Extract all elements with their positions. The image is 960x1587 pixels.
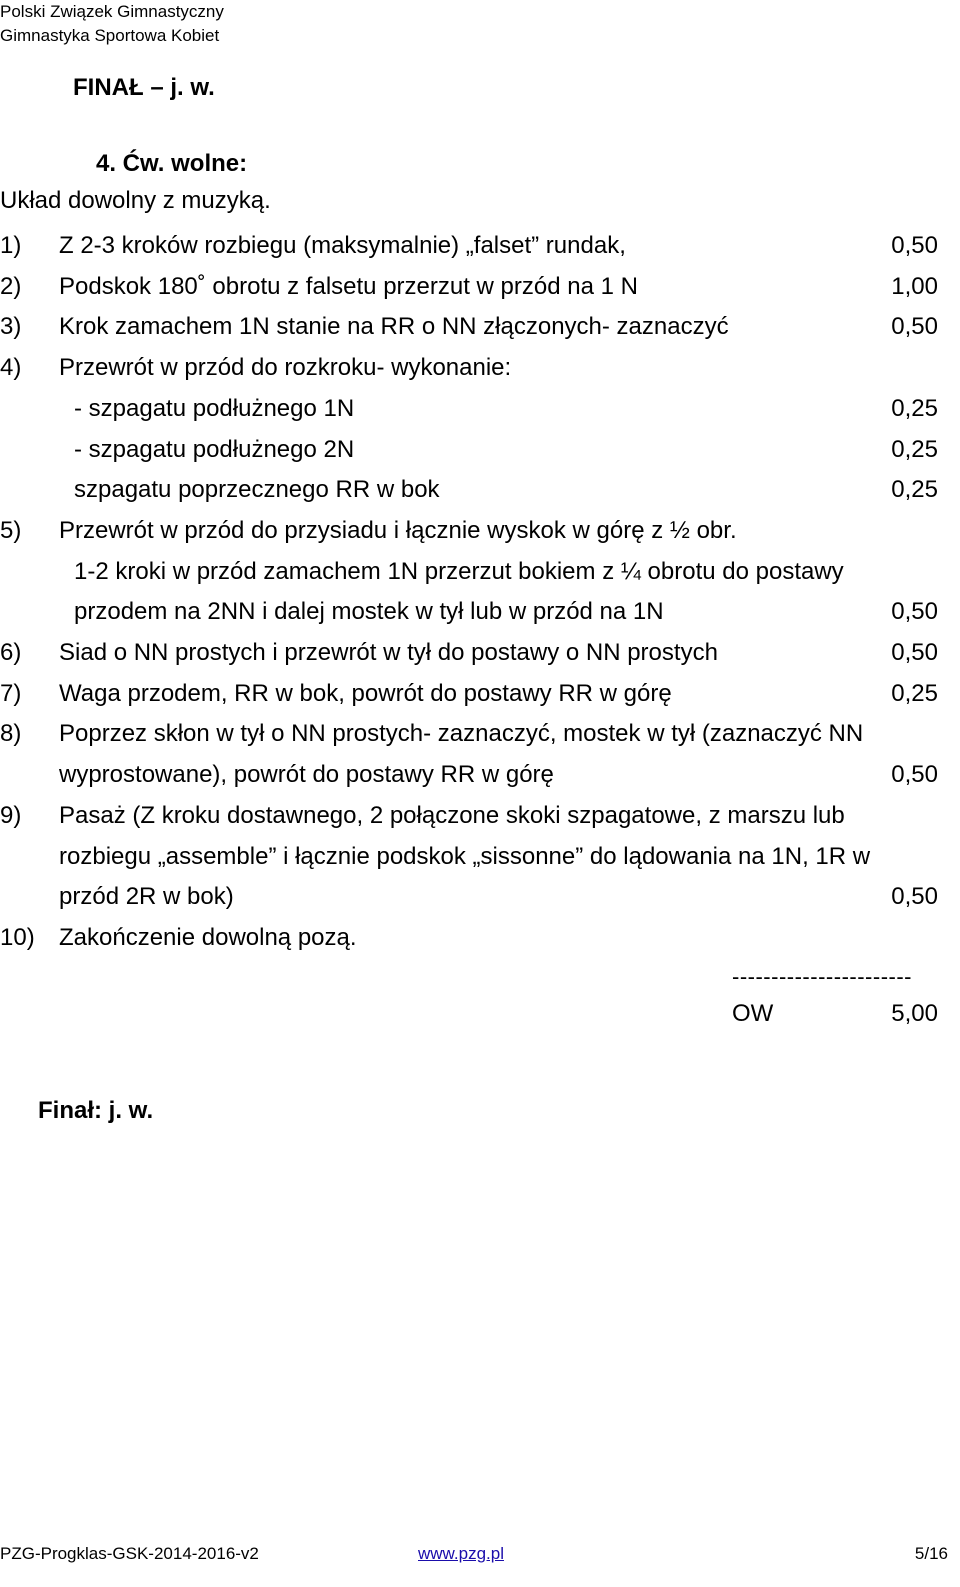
item-text: Waga przodem, RR w bok, powrót do postawy RR w górę (59, 679, 672, 707)
item-points: 0,50 (891, 883, 938, 911)
list-item (0, 511, 938, 551)
list-item (0, 714, 938, 754)
item-text: - szpagatu podłużnego 1N (74, 394, 355, 422)
item-text: przodem na 2NN i dalej mostek w tył lub w przód na 1N (74, 598, 664, 626)
page-title: FINAŁ – j. w. (73, 74, 215, 101)
item-text: Poprzez skłon w tył o NN prostych- zaznaczyć, mostek w tył (zaznaczyć NN (59, 720, 864, 748)
item-number: 4) (0, 354, 22, 382)
item-number: 2) (0, 272, 22, 300)
item-points: 0,50 (891, 313, 938, 341)
item-text: szpagatu poprzecznego RR w bok (74, 476, 440, 504)
item-number: 7) (0, 679, 22, 707)
item-number: 9) (0, 801, 22, 829)
item-points: 1,00 (891, 272, 938, 300)
list-item (0, 552, 938, 592)
list-item (0, 348, 938, 388)
item-points: 0,50 (891, 232, 938, 259)
item-text: Przewrót w przód do rozkroku- wykonanie: (59, 354, 512, 382)
item-text: 1-2 kroki w przód zamachem 1N przerzut bokiem z ¼ obrotu do postawy (74, 557, 844, 585)
header-discipline: Gimnastyka Sportowa Kobiet (0, 26, 220, 45)
item-text: Podskok 180˚ obrotu z falsetu przerzut w przód na 1 N (59, 272, 638, 300)
item-points: 0,25 (891, 476, 938, 504)
item-text: Z 2-3 kroków rozbiegu (maksymalnie) „falset” rundak, (59, 232, 626, 259)
list-item (0, 389, 938, 429)
item-points: 0,50 (891, 639, 938, 666)
list-item (0, 918, 938, 958)
item-text: Siad o NN prostych i przewrót w tył do postawy o NN prostych (59, 639, 718, 666)
total-label: OW (732, 1000, 774, 1027)
list-item (0, 226, 938, 266)
list-item (0, 430, 938, 470)
list-item (0, 633, 938, 673)
section-intro: Układ dowolny z muzyką. (0, 187, 271, 214)
item-text: wyprostowane), powrót do postawy RR w górę (59, 761, 554, 789)
item-number: 6) (0, 639, 22, 666)
item-points: 0,50 (891, 598, 938, 626)
final-note: Finał: j. w. (38, 1097, 154, 1124)
item-points: 0,25 (891, 394, 938, 422)
footer-link[interactable]: www.pzg.pl (418, 1544, 504, 1563)
item-text: Przewrót w przód do przysiadu i łącznie wyskok w górę z ½ obr. (59, 516, 737, 544)
section-heading: 4. Ćw. wolne: (96, 150, 248, 177)
item-text: rozbiegu „assemble” i łącznie podskok „sissonne” do lądowania na 1N, 1R w (59, 842, 871, 870)
list-item (0, 837, 938, 877)
item-text: przód 2R w bok) (59, 883, 234, 911)
item-text: Pasaż (Z kroku dostawnego, 2 połączone skoki szpagatowe, z marszu lub (59, 801, 845, 829)
item-number: 10) (0, 923, 35, 951)
footer-doc-id: PZG-Progklas-GSK-2014-2016-v2 (0, 1544, 259, 1563)
total-value: 5,00 (891, 1000, 938, 1027)
item-number: 1) (0, 232, 22, 259)
item-text: Zakończenie dowolną pozą. (59, 923, 357, 951)
item-text: Krok zamachem 1N stanie na RR o NN złączonych- zaznaczyć (59, 313, 729, 341)
list-item (0, 796, 938, 836)
item-number: 8) (0, 720, 22, 748)
item-text: - szpagatu podłużnego 2N (74, 435, 355, 463)
list-item (0, 674, 938, 714)
list-item (0, 755, 938, 795)
list-item (0, 470, 938, 510)
list-item (0, 267, 938, 307)
item-points: 0,25 (891, 435, 938, 463)
item-number: 5) (0, 516, 22, 544)
list-item (0, 877, 938, 917)
list-item (0, 307, 938, 347)
total-separator: ----------------------- (732, 964, 913, 989)
item-points: 0,25 (891, 679, 938, 707)
header-org: Polski Związek Gimnastyczny (0, 2, 224, 21)
list-item (0, 592, 938, 632)
item-points: 0,50 (891, 761, 938, 789)
footer-page-number: 5/16 (914, 1544, 948, 1563)
item-number: 3) (0, 313, 22, 341)
